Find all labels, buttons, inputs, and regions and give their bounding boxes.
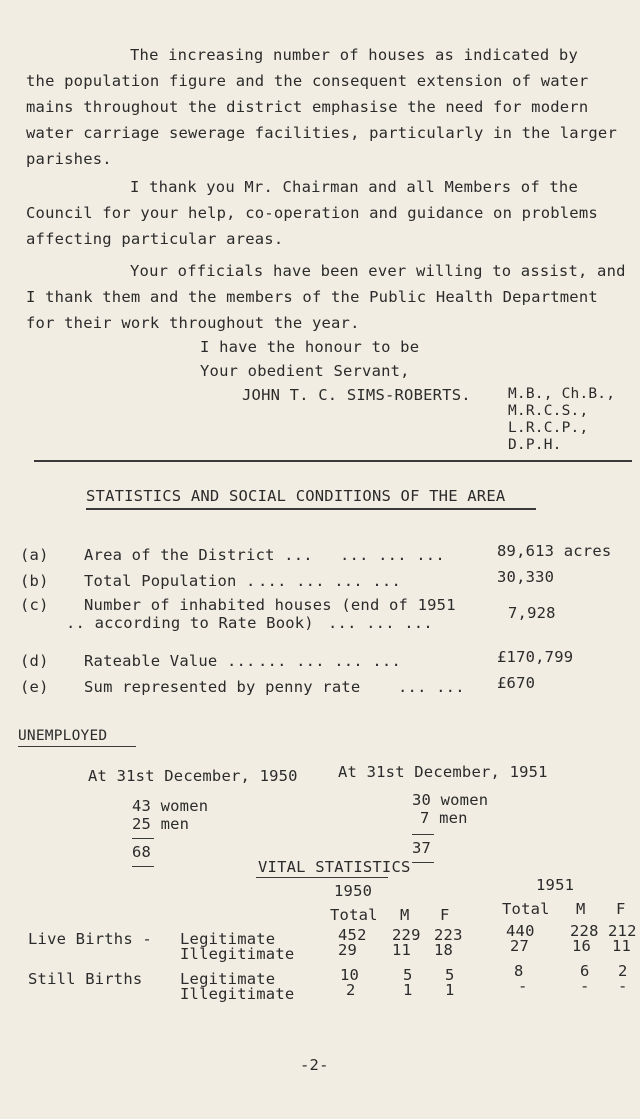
stat-label-e: Sum represented by penny rate [84,678,361,696]
vital-type-live-illegit: Illegitimate [180,945,295,963]
stat-label-b: Total Population . [84,572,256,590]
thanks2-line-2: I thank them and the members of the Public Health Department [26,288,598,306]
unemployed-heading-underline [18,746,136,747]
stat-dots-e: ... ... [398,678,465,696]
stat-value-a: 89,613 acres [497,542,612,560]
vital-col-f-1951: F [616,900,626,918]
vital-live-illegit-f-1950: 18 [434,941,454,959]
vital-live-illegit-total-1950: 29 [338,941,358,959]
vital-still-legit-m-1951: 6 [580,962,590,980]
vital-live-legit-m-1950: 229 [392,926,421,944]
vital-live-illegit-f-1951: 11 [612,937,632,955]
vital-live-legit-m-1951: 228 [570,922,599,940]
signoff-qual-2: M.R.C.S., [508,403,589,419]
unemployed-1950-total: 68 [132,843,152,861]
vital-still-illegit-m-1951: - [580,977,590,995]
vital-year-1950: 1950 [334,882,373,900]
vital-col-m-1950: M [400,906,410,924]
thanks2-line-3: for their work throughout the year. [26,314,360,332]
vital-still-legit-total-1950: 10 [340,966,360,984]
thanks2-line-1: Your officials have been ever willing to assist, and [130,262,626,280]
statistics-heading: STATISTICS AND SOCIAL CONDITIONS OF THE AREA [86,487,506,505]
vital-still-legit-f-1951: 2 [618,962,628,980]
stat-value-d: £170,799 [497,648,574,666]
vital-still-illegit-m-1950: 1 [403,981,413,999]
stat-letter-d: (d) [20,652,49,670]
signoff-line-2: Your obedient Servant, [200,362,410,380]
signoff-qual-1: M.B., Ch.B., [508,386,616,402]
unemployed-1951-rule-bottom [412,862,434,863]
statistics-heading-underline [86,508,536,510]
thanks1-line-2: Council for your help, co-operation and guidance on problems [26,204,598,222]
signoff-line-1: I have the honour to be [200,338,420,356]
stat-label-c: Number of inhabited houses (end of 1951 [84,596,456,614]
vital-heading: VITAL STATISTICS [258,858,411,876]
vital-still-illegit-f-1951: - [618,977,628,995]
vital-still-legit-f-1950: 5 [445,966,455,984]
vital-col-total-1950: Total [330,906,378,924]
vital-type-live-legit: Legitimate [180,930,276,948]
intro-line-3: mains throughout the district emphasise the need for modern [26,98,589,116]
intro-line-2: the population figure and the consequent extension of water [26,72,589,90]
stat-label-a: Area of the District ... [84,546,313,564]
thanks1-line-1: I thank you Mr. Chairman and all Members of the [130,178,578,196]
vital-group-live-births: Live Births - [28,930,152,948]
signoff-qual-4: D.P.H. [508,437,562,453]
stat-label-c-2: .. according to Rate Book) [66,614,314,632]
vital-still-legit-total-1951: 8 [514,962,524,980]
vital-live-illegit-m-1950: 11 [392,941,412,959]
vital-still-illegit-total-1951: - [518,977,528,995]
intro-line-4: water carriage sewerage facilities, particularly in the larger [26,124,617,142]
stat-value-b: 30,330 [497,568,555,586]
unemployed-heading: UNEMPLOYED [18,728,108,744]
intro-line-5: parishes. [26,150,112,168]
vital-heading-underline [256,877,388,878]
signoff-name: JOHN T. C. SIMS-ROBERTS. [242,386,471,404]
vital-type-still-legit: Legitimate [180,970,276,988]
vital-col-total-1951: Total [502,900,550,918]
unemployed-1950-men: 25 men [132,815,190,833]
stat-letter-e: (e) [20,678,49,696]
unemployed-1950-rule-top [132,838,154,839]
stat-dots-c: ... ... ... [328,614,433,632]
stat-letter-c: (c) [20,596,49,614]
vital-still-illegit-total-1950: 2 [346,981,356,999]
signoff-qual-3: L.R.C.P., [508,420,589,436]
unemployed-1951-rule-top [412,834,434,835]
vital-live-illegit-m-1951: 16 [572,937,592,955]
unemployed-1951-women: 30 women [412,791,489,809]
stat-letter-a: (a) [20,546,49,564]
intro-line-1: The increasing number of houses as indicated by [130,46,578,64]
vital-still-illegit-f-1950: 1 [445,981,455,999]
vital-type-still-illegit: Illegitimate [180,985,295,1003]
unemployed-1950-rule-bottom [132,866,154,867]
unemployed-1951-total: 37 [412,839,432,857]
stat-letter-b: (b) [20,572,49,590]
page-number: -2- [300,1056,329,1074]
stat-dots-a: ... ... ... [340,546,445,564]
unemployed-1950-women: 43 women [132,797,209,815]
unemployed-1951-men: 7 men [420,809,468,827]
vital-col-f-1950: F [440,906,450,924]
vital-live-legit-total-1950: 452 [338,926,367,944]
vital-still-legit-m-1950: 5 [403,966,413,984]
stat-value-c: 7,928 [508,604,556,622]
unemployed-1950-title: At 31st December, 1950 [88,767,298,785]
vital-group-still-births: Still Births [28,970,143,988]
vital-live-legit-total-1951: 440 [506,922,535,940]
vital-year-1951: 1951 [536,876,575,894]
vital-live-illegit-total-1951: 27 [510,937,530,955]
vital-live-legit-f-1950: 223 [434,926,463,944]
vital-col-m-1951: M [576,900,586,918]
stat-dots-b: ... ... ... ... [258,572,401,590]
unemployed-1951-title: At 31st December, 1951 [338,763,548,781]
stat-label-d: Rateable Value ... [84,652,256,670]
stat-value-e: £670 [497,674,536,692]
thanks1-line-3: affecting particular areas. [26,230,284,248]
stat-dots-d: ... ... ... ... [258,652,401,670]
vital-live-legit-f-1951: 212 [608,922,637,940]
section-divider [34,460,632,462]
